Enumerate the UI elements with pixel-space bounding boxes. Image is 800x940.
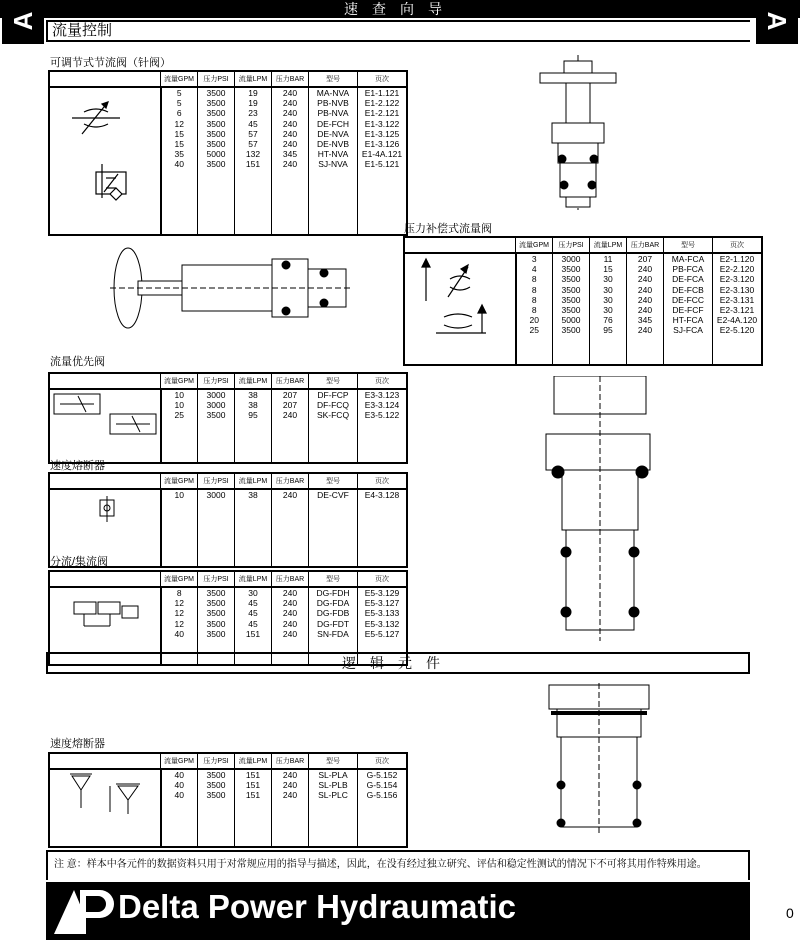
- table-cell: E2-4A.120: [716, 315, 758, 326]
- table-cell: 35: [174, 149, 184, 160]
- column-header: 流量GPM: [161, 571, 198, 587]
- table-cell: PB-NVA: [317, 108, 349, 119]
- table-cell: 40: [174, 790, 184, 801]
- table-cell: 5: [176, 98, 182, 109]
- table-cell: 3500: [206, 139, 226, 150]
- table-cell: 240: [282, 780, 298, 791]
- table-cell: 3000: [561, 254, 581, 264]
- table-cell: 240: [282, 790, 298, 801]
- column-header: 型号: [309, 571, 358, 587]
- table-cell: 6: [176, 108, 182, 119]
- table-cell: 45: [248, 598, 258, 609]
- column-header: 压力PSI: [198, 571, 235, 587]
- table-cell: 5: [176, 88, 182, 98]
- table-cell: 38: [248, 400, 258, 411]
- table-column-values: [516, 253, 553, 365]
- table-cell: E2-5.120: [719, 325, 755, 336]
- table-cell: E3-3.124: [364, 400, 400, 411]
- delta-logo-icon: [50, 884, 114, 938]
- table-cell: DG-FDA: [316, 598, 350, 609]
- table-cell: PB-FCA: [672, 264, 704, 275]
- table-cell: 3500: [206, 588, 226, 598]
- column-header: 流量LPM: [235, 71, 272, 87]
- table-cell: 151: [245, 628, 261, 639]
- table-cell: E5-5.127: [364, 628, 400, 639]
- logic-fuse-symbol: [60, 768, 160, 818]
- table-cell: 151: [245, 159, 261, 170]
- table-cell: DG-FDT: [316, 618, 350, 629]
- table-cell: 207: [282, 400, 298, 411]
- column-header: 压力BAR: [627, 237, 664, 253]
- table-cell: 12: [174, 608, 184, 619]
- table-cell: E5-3.129: [364, 588, 400, 598]
- table-cell: 8: [531, 294, 537, 305]
- table-cell: DE-FCA: [672, 274, 704, 285]
- caption-divider-valve: 分流/集流阀: [50, 556, 109, 568]
- table-column-values: [161, 769, 198, 847]
- table-cell: E1-1.121: [364, 88, 400, 98]
- table-cell: 3500: [206, 118, 226, 129]
- table-cell: E1-3.125: [364, 128, 400, 139]
- symbol-header: [49, 373, 161, 389]
- table-cell: 240: [282, 118, 298, 129]
- table-cell: E1-5.121: [364, 159, 400, 170]
- column-header: 压力BAR: [272, 473, 309, 489]
- caption-velocity-fuse-2: 速度熔断器: [50, 738, 105, 750]
- table-cell: 12: [174, 118, 184, 129]
- table-cell: 12: [174, 618, 184, 629]
- table-cell: 3500: [206, 780, 226, 791]
- column-header: 页次: [358, 753, 408, 769]
- symbol-header: [49, 473, 161, 489]
- column-header: 流量GPM: [161, 473, 198, 489]
- table-cell: E1-3.122: [364, 118, 400, 129]
- table-cell: 3500: [561, 305, 581, 316]
- table-cell: 30: [248, 588, 258, 598]
- column-header: 流量GPM: [161, 71, 198, 87]
- table-cell: 240: [282, 598, 298, 609]
- table-cell: 3500: [206, 108, 226, 119]
- column-header: 型号: [664, 237, 713, 253]
- column-header: 流量LPM: [235, 473, 272, 489]
- table-column-values: [235, 489, 272, 567]
- table-cell: 240: [637, 325, 653, 336]
- table-cell: 3500: [206, 598, 226, 609]
- table-column-values: [272, 769, 309, 847]
- caption-priority-valve: 流量优先阀: [50, 356, 105, 368]
- table-column-values: [198, 489, 235, 567]
- table-cell: 3500: [561, 284, 581, 295]
- table-column-values: [198, 389, 235, 463]
- column-header: 流量LPM: [235, 571, 272, 587]
- table-column-values: [309, 389, 358, 463]
- table-cell: SJ-NVA: [318, 159, 348, 170]
- symbol-header: [49, 753, 161, 769]
- table-cell: 76: [603, 315, 613, 326]
- table-cell: HT-FCA: [672, 315, 704, 326]
- table-column-values: [358, 87, 408, 235]
- table-column-values: [161, 489, 198, 567]
- symbol-header: [49, 571, 161, 587]
- table-cell: DG-FDB: [316, 608, 350, 619]
- table-cell: 19: [248, 88, 258, 98]
- column-header: 流量GPM: [161, 753, 198, 769]
- table-cell: 8: [176, 588, 182, 598]
- table-cell: 8: [531, 305, 537, 316]
- table-cell: 45: [248, 608, 258, 619]
- table-cell: 151: [245, 790, 261, 801]
- table-column-values: [358, 389, 408, 463]
- column-header: 页次: [713, 237, 763, 253]
- table-cell: 25: [529, 325, 539, 336]
- priority-valve-symbol: [50, 390, 158, 440]
- table-cell: DE-FCB: [672, 284, 704, 295]
- table-cell: E2-2.120: [719, 264, 755, 275]
- table-cell: MA-NVA: [316, 88, 350, 98]
- table-cell: 45: [248, 118, 258, 129]
- table-cell: 3500: [206, 159, 226, 170]
- column-header: 压力PSI: [198, 71, 235, 87]
- table-cell: DE-CVF: [317, 490, 349, 500]
- table-column-values: [198, 769, 235, 847]
- table-cell: E1-4A.121: [361, 149, 403, 160]
- table-cell: MA-FCA: [671, 254, 705, 264]
- column-header: 流量LPM: [590, 237, 627, 253]
- table-column-values: [664, 253, 713, 365]
- logic-elements-banner: 逻辑元件: [46, 652, 750, 674]
- table-cell: 38: [248, 490, 258, 500]
- table-cell: DG-FDH: [316, 588, 350, 598]
- side-tab-right: A: [756, 0, 798, 44]
- table-cell: E1-2.121: [364, 108, 400, 119]
- table-cell: 3500: [206, 608, 226, 619]
- table-cell: 11: [603, 254, 613, 264]
- table-cell: 240: [282, 410, 298, 421]
- table-column-values: [358, 489, 408, 567]
- table-cell: 30: [603, 284, 613, 295]
- table-cell: 240: [637, 274, 653, 285]
- table-cell: E2-3.130: [719, 284, 755, 295]
- table-cell: 240: [282, 770, 298, 780]
- caption-velocity-fuse: 速度熔断器: [50, 460, 105, 472]
- table-cell: 3500: [206, 98, 226, 109]
- table-cell: 240: [282, 98, 298, 109]
- compensated-valve-symbol: [406, 253, 514, 343]
- table-cell: 240: [282, 588, 298, 598]
- table-cell: 3500: [206, 628, 226, 639]
- compensated-valve-cartridge-drawing: [110, 243, 350, 333]
- table-cell: E3-5.122: [364, 410, 400, 421]
- table-cell: 5000: [206, 149, 226, 160]
- table-column-values: [713, 253, 763, 365]
- logic-element-cartridge-drawing: [545, 683, 655, 833]
- table-column-values: [358, 769, 408, 847]
- table-cell: 3500: [206, 618, 226, 629]
- column-header: 压力PSI: [553, 237, 590, 253]
- disclaimer-note: 注 意：样本中各元件的数据资料只用于对常规应用的指导与描述，因此，在没有经过独立研究、评估和稳定性测试的情况下不可将其用作特殊用途。: [46, 850, 750, 880]
- table-cell: E4-3.128: [364, 490, 400, 500]
- table-cell: E5-3.133: [364, 608, 400, 619]
- brand-name: Delta Power Hydraumatic: [118, 888, 516, 925]
- table-cell: 10: [174, 390, 184, 400]
- table-cell: 30: [603, 274, 613, 285]
- table-cell: 3500: [561, 264, 581, 275]
- table-cell: DE-NVA: [317, 128, 349, 139]
- table-column-values: [161, 87, 198, 235]
- table-column-values: [235, 87, 272, 235]
- table-cell: G-5.152: [366, 770, 398, 780]
- table-cell: 3000: [206, 490, 226, 500]
- header-title: 速查向导: [344, 1, 456, 17]
- column-header: 流量GPM: [161, 373, 198, 389]
- page-corner: 0: [786, 905, 794, 921]
- table-cell: 12: [174, 598, 184, 609]
- column-header: 页次: [358, 473, 408, 489]
- table-cell: 3500: [206, 410, 226, 421]
- table-cell: E3-3.123: [364, 390, 400, 400]
- column-header: 压力PSI: [198, 753, 235, 769]
- table-column-values: [309, 769, 358, 847]
- table-column-values: [198, 87, 235, 235]
- table-cell: 240: [637, 264, 653, 275]
- table-cell: 3500: [206, 790, 226, 801]
- table-cell: DE-FCF: [672, 305, 704, 316]
- symbol-header: [404, 237, 516, 253]
- table-cell: 3000: [206, 390, 226, 400]
- table-cell: SJ-FCA: [673, 325, 703, 336]
- table-cell: SL-PLB: [318, 780, 348, 791]
- table-cell: 40: [174, 159, 184, 170]
- velocity-fuse-symbol: [92, 494, 122, 524]
- table-cell: HT-NVA: [317, 149, 349, 160]
- side-tab-left: A: [2, 0, 44, 44]
- table-cell: G-5.154: [366, 780, 398, 791]
- table-cell: 240: [637, 284, 653, 295]
- table-cell: 19: [248, 98, 258, 109]
- table-cell: 3500: [206, 88, 226, 98]
- table-cell: 240: [282, 608, 298, 619]
- caption-needle-valve: 可调节式节流阀（针阀）: [50, 57, 171, 69]
- table-cell: E2-1.120: [719, 254, 755, 264]
- column-header: 压力BAR: [272, 571, 309, 587]
- table-column-values: [235, 389, 272, 463]
- table-cell: PB-NVB: [317, 98, 349, 109]
- column-header: 流量GPM: [516, 237, 553, 253]
- table-cell: 57: [248, 139, 258, 150]
- symbol-header: [49, 71, 161, 87]
- table-cell: SK-FCQ: [316, 410, 350, 421]
- table-cell: 15: [174, 139, 184, 150]
- table-cell: 15: [174, 128, 184, 139]
- table-cell: DF-FCQ: [316, 400, 350, 411]
- table-cell: 95: [248, 410, 258, 421]
- table-column-values: [553, 253, 590, 365]
- column-header: 型号: [309, 753, 358, 769]
- column-header: 型号: [309, 71, 358, 87]
- table-cell: E1-2.122: [364, 98, 400, 109]
- column-header: 压力PSI: [198, 373, 235, 389]
- table-cell: 240: [282, 108, 298, 119]
- table-cell: 40: [174, 770, 184, 780]
- table-cell: 15: [603, 264, 613, 275]
- table-cell: E1-3.126: [364, 139, 400, 150]
- table-cell: 207: [282, 390, 298, 400]
- table-cell: 40: [174, 628, 184, 639]
- table-cell: 4: [531, 264, 537, 275]
- table-column-values: [590, 253, 627, 365]
- table-cell: 207: [637, 254, 653, 264]
- table-cell: 3500: [561, 294, 581, 305]
- section-title: 流量控制: [46, 20, 750, 42]
- table-cell: 240: [282, 618, 298, 629]
- table-cell: 3: [531, 254, 537, 264]
- table-cell: E2-3.120: [719, 274, 755, 285]
- table-column-values: [309, 87, 358, 235]
- column-header: 压力BAR: [272, 373, 309, 389]
- table-cell: E2-3.131: [719, 294, 755, 305]
- table-cell: 3500: [561, 274, 581, 285]
- table-cell: 3500: [206, 770, 226, 780]
- table-cell: 30: [603, 305, 613, 316]
- column-header: 页次: [358, 71, 408, 87]
- table-cell: 3000: [206, 400, 226, 411]
- table-cell: 8: [531, 284, 537, 295]
- table-column-values: [272, 87, 309, 235]
- table-cell: DE-FCH: [316, 118, 350, 129]
- column-header: 流量LPM: [235, 373, 272, 389]
- table-cell: SN-FDA: [317, 628, 349, 639]
- table-cell: SL-PLA: [318, 770, 348, 780]
- table-cell: 240: [282, 490, 298, 500]
- table-cell: 240: [282, 159, 298, 170]
- table-cell: 23: [248, 108, 258, 119]
- column-header: 页次: [358, 373, 408, 389]
- table-cell: 240: [637, 294, 653, 305]
- column-header: 压力BAR: [272, 753, 309, 769]
- column-header: 页次: [358, 571, 408, 587]
- table-cell: 10: [174, 490, 184, 500]
- table-column-values: [235, 769, 272, 847]
- table-cell: 5000: [561, 315, 581, 326]
- table-cell: 3500: [206, 128, 226, 139]
- table-cell: G-5.156: [366, 790, 398, 801]
- table-cell: 240: [282, 139, 298, 150]
- table-cell: 30: [603, 294, 613, 305]
- table-cell: 95: [603, 325, 613, 336]
- column-header: 型号: [309, 373, 358, 389]
- table-cell: 345: [282, 149, 298, 160]
- table-cell: E5-3.127: [364, 598, 400, 609]
- caption-compensated-valve: 压力补偿式流量阀: [404, 223, 492, 235]
- table-cell: SL-PLC: [318, 790, 348, 801]
- table-cell: 345: [637, 315, 653, 326]
- column-header: 型号: [309, 473, 358, 489]
- table-cell: 40: [174, 780, 184, 791]
- table-cell: 240: [282, 88, 298, 98]
- table-cell: DF-FCP: [317, 390, 349, 400]
- column-header: 流量LPM: [235, 753, 272, 769]
- table-cell: 38: [248, 390, 258, 400]
- column-header: 压力PSI: [198, 473, 235, 489]
- table-column-values: [309, 489, 358, 567]
- column-header: 压力BAR: [272, 71, 309, 87]
- table-cell: 151: [245, 770, 261, 780]
- table-cell: 240: [637, 305, 653, 316]
- table-cell: 240: [282, 128, 298, 139]
- table-cell: 45: [248, 618, 258, 629]
- table-column-values: [627, 253, 664, 365]
- table-cell: DE-NVB: [316, 139, 350, 150]
- table-cell: 151: [245, 780, 261, 791]
- table-column-values: [272, 389, 309, 463]
- table-cell: 240: [282, 628, 298, 639]
- table-cell: 57: [248, 128, 258, 139]
- table-cell: 3500: [561, 325, 581, 336]
- table-cell: E5-3.132: [364, 618, 400, 629]
- table-cell: 20: [529, 315, 539, 326]
- table-cell: 8: [531, 274, 537, 285]
- table-column-values: [272, 489, 309, 567]
- divider-valve-symbol: [70, 596, 150, 632]
- needle-valve-cartridge-drawing: [530, 55, 630, 210]
- table-cell: 10: [174, 400, 184, 411]
- table-cell: 25: [174, 410, 184, 421]
- table-column-values: [161, 389, 198, 463]
- table-cell: 132: [245, 149, 261, 160]
- table-cell: E2-3.121: [719, 305, 755, 316]
- table-cell: DE-FCC: [671, 294, 705, 305]
- priority-valve-cartridge-drawing: [540, 376, 660, 641]
- needle-valve-symbol: [50, 86, 158, 216]
